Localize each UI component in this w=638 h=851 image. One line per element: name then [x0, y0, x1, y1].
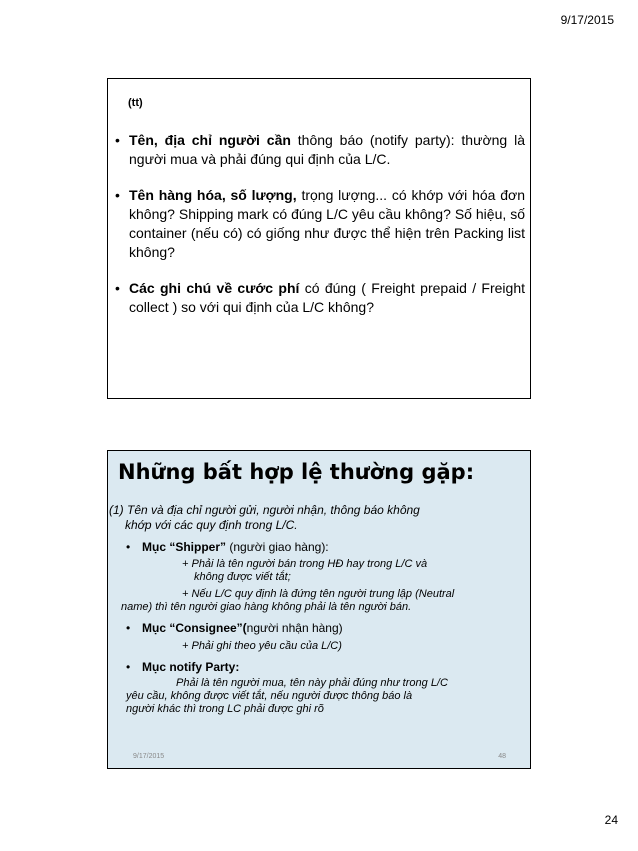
slide-2 [107, 450, 531, 769]
bullet-dot: • [126, 540, 131, 554]
item-1-line-1: (1) Tên và địa chỉ người gửi, người nhận, thông báo không [109, 503, 420, 517]
bullet-freight [115, 279, 525, 317]
shipper-detail-2b: name) thì tên người giao hàng không phải là tên người bán. [121, 601, 412, 613]
shipper-paren: (người giao hàng): [226, 540, 329, 554]
slide-1 [107, 78, 531, 399]
consignee-section [108, 621, 532, 653]
page-number: 24 [604, 813, 618, 827]
shipper-section [108, 540, 532, 614]
notify-detail-3: người khác thì trong LC phải được ghi rõ [126, 703, 324, 715]
notify-label: Mục notify Party: [142, 660, 240, 674]
slide-footer-date: 9/17/2015 [133, 753, 165, 760]
consignee-label: Mục “Consignee”( [142, 621, 247, 635]
bullet-notify-party [115, 131, 525, 169]
slide-1-bullets [115, 131, 525, 334]
bullet-text: có đúng ( Freight prepaid / Freight collect ) so với qui định của L/C không? [129, 280, 525, 315]
consignee-paren: người nhận hàng) [246, 621, 343, 635]
shipper-detail-1a: + Phải là tên người bán trong HĐ hay trong L/C và [182, 558, 428, 570]
bullet-bold: Tên, địa chỉ người cần [129, 132, 291, 148]
bullet-text: thông báo (notify party): thường là người mua và phải đúng qui định của L/C. [129, 132, 525, 167]
bullet-dot: • [126, 621, 131, 635]
slide-footer-number: 48 [498, 753, 506, 760]
header-date: 9/17/2015 [560, 13, 614, 27]
bullet-dot: • [115, 132, 120, 148]
bullet-dot: • [115, 187, 120, 203]
slide-2-title: Những bất hợp lệ thường gặp: [118, 460, 475, 484]
consignee-detail-1: + Phải ghi theo yêu cầu của L/C) [182, 640, 342, 652]
notify-section [108, 660, 532, 716]
notify-detail-1: Phải là tên người mua, tên này phải đúng như trong L/C [176, 677, 448, 689]
bullet-text: trọng lượng... có khớp với hóa đơn không? Shipping mark có đúng L/C yêu cầu không? Số hiệu, số container (nếu có) có giống như được thể hiện trên Packing list không? [129, 187, 526, 260]
shipper-label: Mục “Shipper” [142, 540, 227, 554]
notify-detail-2: yêu cầu, không được viết tắt, nếu người được thông báo là [126, 690, 413, 702]
bullet-goods [115, 186, 525, 262]
bullet-bold: Các ghi chú về cước phí [129, 280, 300, 296]
slide-1-label: (tt) [128, 97, 143, 109]
slide-2-body [108, 503, 532, 716]
bullet-dot: • [126, 660, 131, 674]
bullet-dot: • [115, 280, 120, 296]
item-1-line-2: khớp với các quy định trong L/C. [125, 518, 298, 532]
item-1 [108, 503, 532, 533]
shipper-detail-2a: + Nếu L/C quy định là đứng tên người trung lập (Neutral [182, 588, 455, 600]
bullet-bold: Tên hàng hóa, số lượng, [129, 187, 297, 203]
shipper-detail-1b: không được viết tắt; [194, 571, 291, 583]
